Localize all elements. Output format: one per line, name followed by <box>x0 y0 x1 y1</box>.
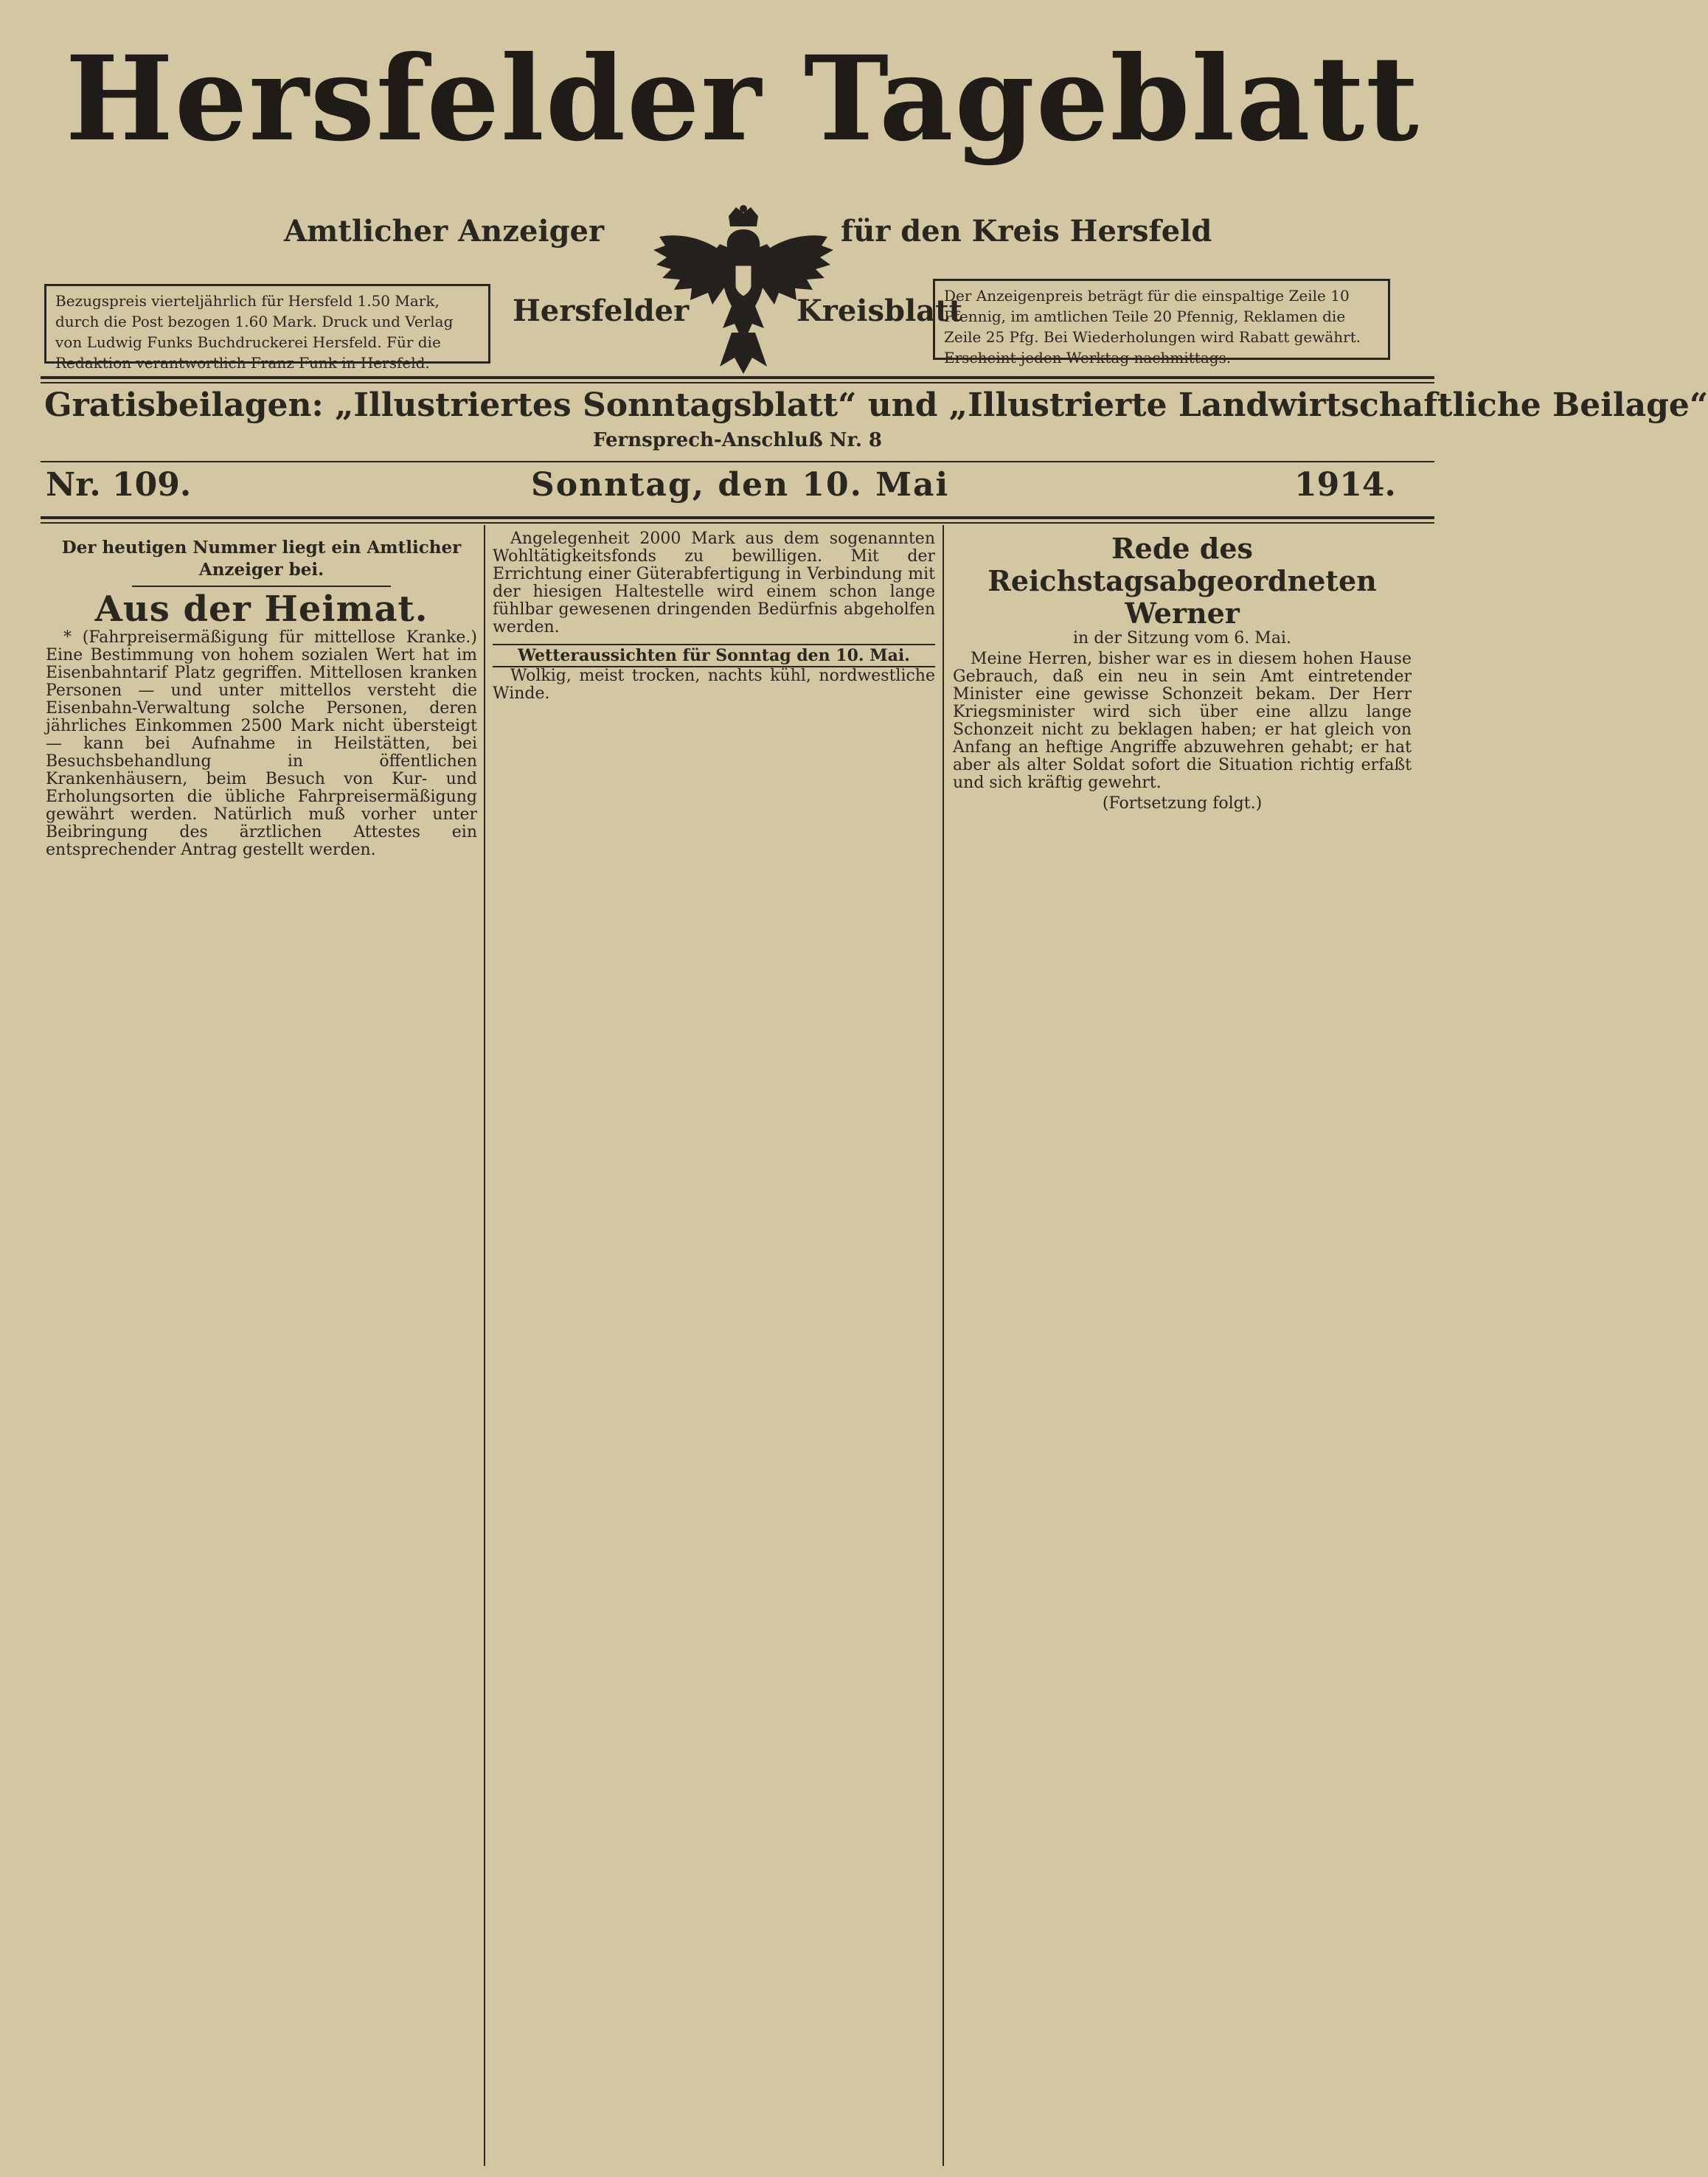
paragraph-text: Angelegenheit 2000 Mark aus dem sogenannten Wohltätigkeitsfonds zu bewilligen. Mit der Errichtung einer Güterabfertigung in Verbindung mit der hiesigen Haltestelle wird einem schon lange fühlbar gewesenen dringenden Bedürfnis abgeholfen werden. <box>493 530 935 636</box>
weather-forecast-text: Wolkig, meist trocken, nachts kühl, nordwestliche Winde. <box>493 667 935 703</box>
kreisblatt-label-left: Hersfelder <box>513 294 690 328</box>
masthead-subtitle-right: für den Kreis Hersfeld <box>841 214 1212 249</box>
crown-orb <box>740 205 747 212</box>
eagle-shield <box>735 265 752 297</box>
issue-date: Sonntag, den 10. Mai <box>531 466 950 504</box>
weather-forecast-title: Wetteraussichten für Sonntag den 10. Mai. <box>493 644 935 667</box>
imperial-eagle-icon <box>649 203 837 376</box>
masthead-rule-middle <box>41 461 1434 462</box>
article-paragraph <box>46 628 477 859</box>
masthead-rule-top <box>41 376 1434 379</box>
speech-subtitle: in der Sitzung vom 6. Mai. <box>1073 629 1291 647</box>
advertising-info-box: Der Anzeigenpreis beträgt für die einspaltige Zeile 10 Pfennig, im amtlichen Teile 20 Pfennig, Reklamen die Zeile 25 Pfg. Bei Wiederholungen wird Rabatt gewährt. Erscheint jeden Werktag nachmittags. <box>933 279 1390 360</box>
column-divider <box>942 525 944 2166</box>
phone-line: Fernsprech-Anschluß Nr. 8 <box>592 429 883 451</box>
eagle-left-wing <box>653 235 726 305</box>
issue-number: Nr. 109. <box>46 466 192 504</box>
masthead-subtitle-left: Amtlicher Anzeiger <box>284 214 605 249</box>
masthead-rule-bottom <box>41 516 1434 519</box>
column-2 <box>493 530 935 2152</box>
article-paragraph <box>493 530 935 636</box>
paragraph-text: * (Fahrpreisermäßigung für mittellose Kranke.) Eine Bestimmung von hohem sozialen Wert hat im Eisenbahntarif Platz gegriffen. Mittellosen kranken Personen — und unter mittellos versteht die Eisenbahn-Verwaltung solche Personen, deren jährliches Einkommen 2500 Mark nicht übersteigt — kann bei Aufnahme in Heilstätten, bei Besuchsbehandlung in öffentlichen Krankenhäusern, beim Besuch von Kur- und Erholungsorten die übliche Fahrpreisermäßigung gewährt werden. Natürlich muß vorher unter Beibringung des ärztlichen Attestes ein entsprechender Antrag gestellt werden. <box>46 628 477 859</box>
amtlicher-anzeiger-notice: Der heutigen Nummer liegt ein Amtlicher Anzeiger bei. <box>61 538 462 580</box>
column-1 <box>46 530 477 2152</box>
issue-year: 1914. <box>1294 466 1396 504</box>
supplements-line: Gratisbeilagen: „Illustriertes Sonntagsblatt“ und „Illustrierte Landwirtschaftliche Beilage“ <box>44 386 1708 424</box>
kreisblatt-label-right: Kreisblatt <box>796 294 963 328</box>
subscription-info-box: Bezugspreis vierteljährlich für Hersfeld 1.50 Mark, durch die Post bezogen 1.60 Mark. Druck und Verlag von Ludwig Funks Buchdruckerei Hersfeld. Für die Redaktion verantwortlich Franz Funk in Hersfeld. <box>44 284 490 364</box>
notice-rule <box>132 586 391 587</box>
masthead-rule-bottom-thin <box>41 522 1434 524</box>
column-3 <box>953 530 1412 2152</box>
speech-title: Rede des Reichstagsabgeordneten Werner <box>987 532 1377 630</box>
masthead-title: Hersfelder Tageblatt <box>65 31 1420 167</box>
speech-paragraph: Meine Herren, bisher war es in diesem hohen Hause Gebrauch, daß ein neu in sein Amt eintretender Minister eine gewisse Schonzeit bekam. Der Herr Kriegsminister wird sich über eine allzu lange Schonzeit nicht zu beklagen haben; er hat gleich von Anfang an heftige Angriffe abzuwehren gehabt; er hat aber als alter Soldat sofort die Situation richtig erfaßt und sich kräftig gewehrt. <box>953 650 1412 792</box>
section-title: Aus der Heimat. <box>94 588 428 630</box>
column-divider <box>484 525 485 2166</box>
eagle-tail <box>720 333 767 374</box>
continuation-note: (Fortsetzung folgt.) <box>1102 794 1263 813</box>
